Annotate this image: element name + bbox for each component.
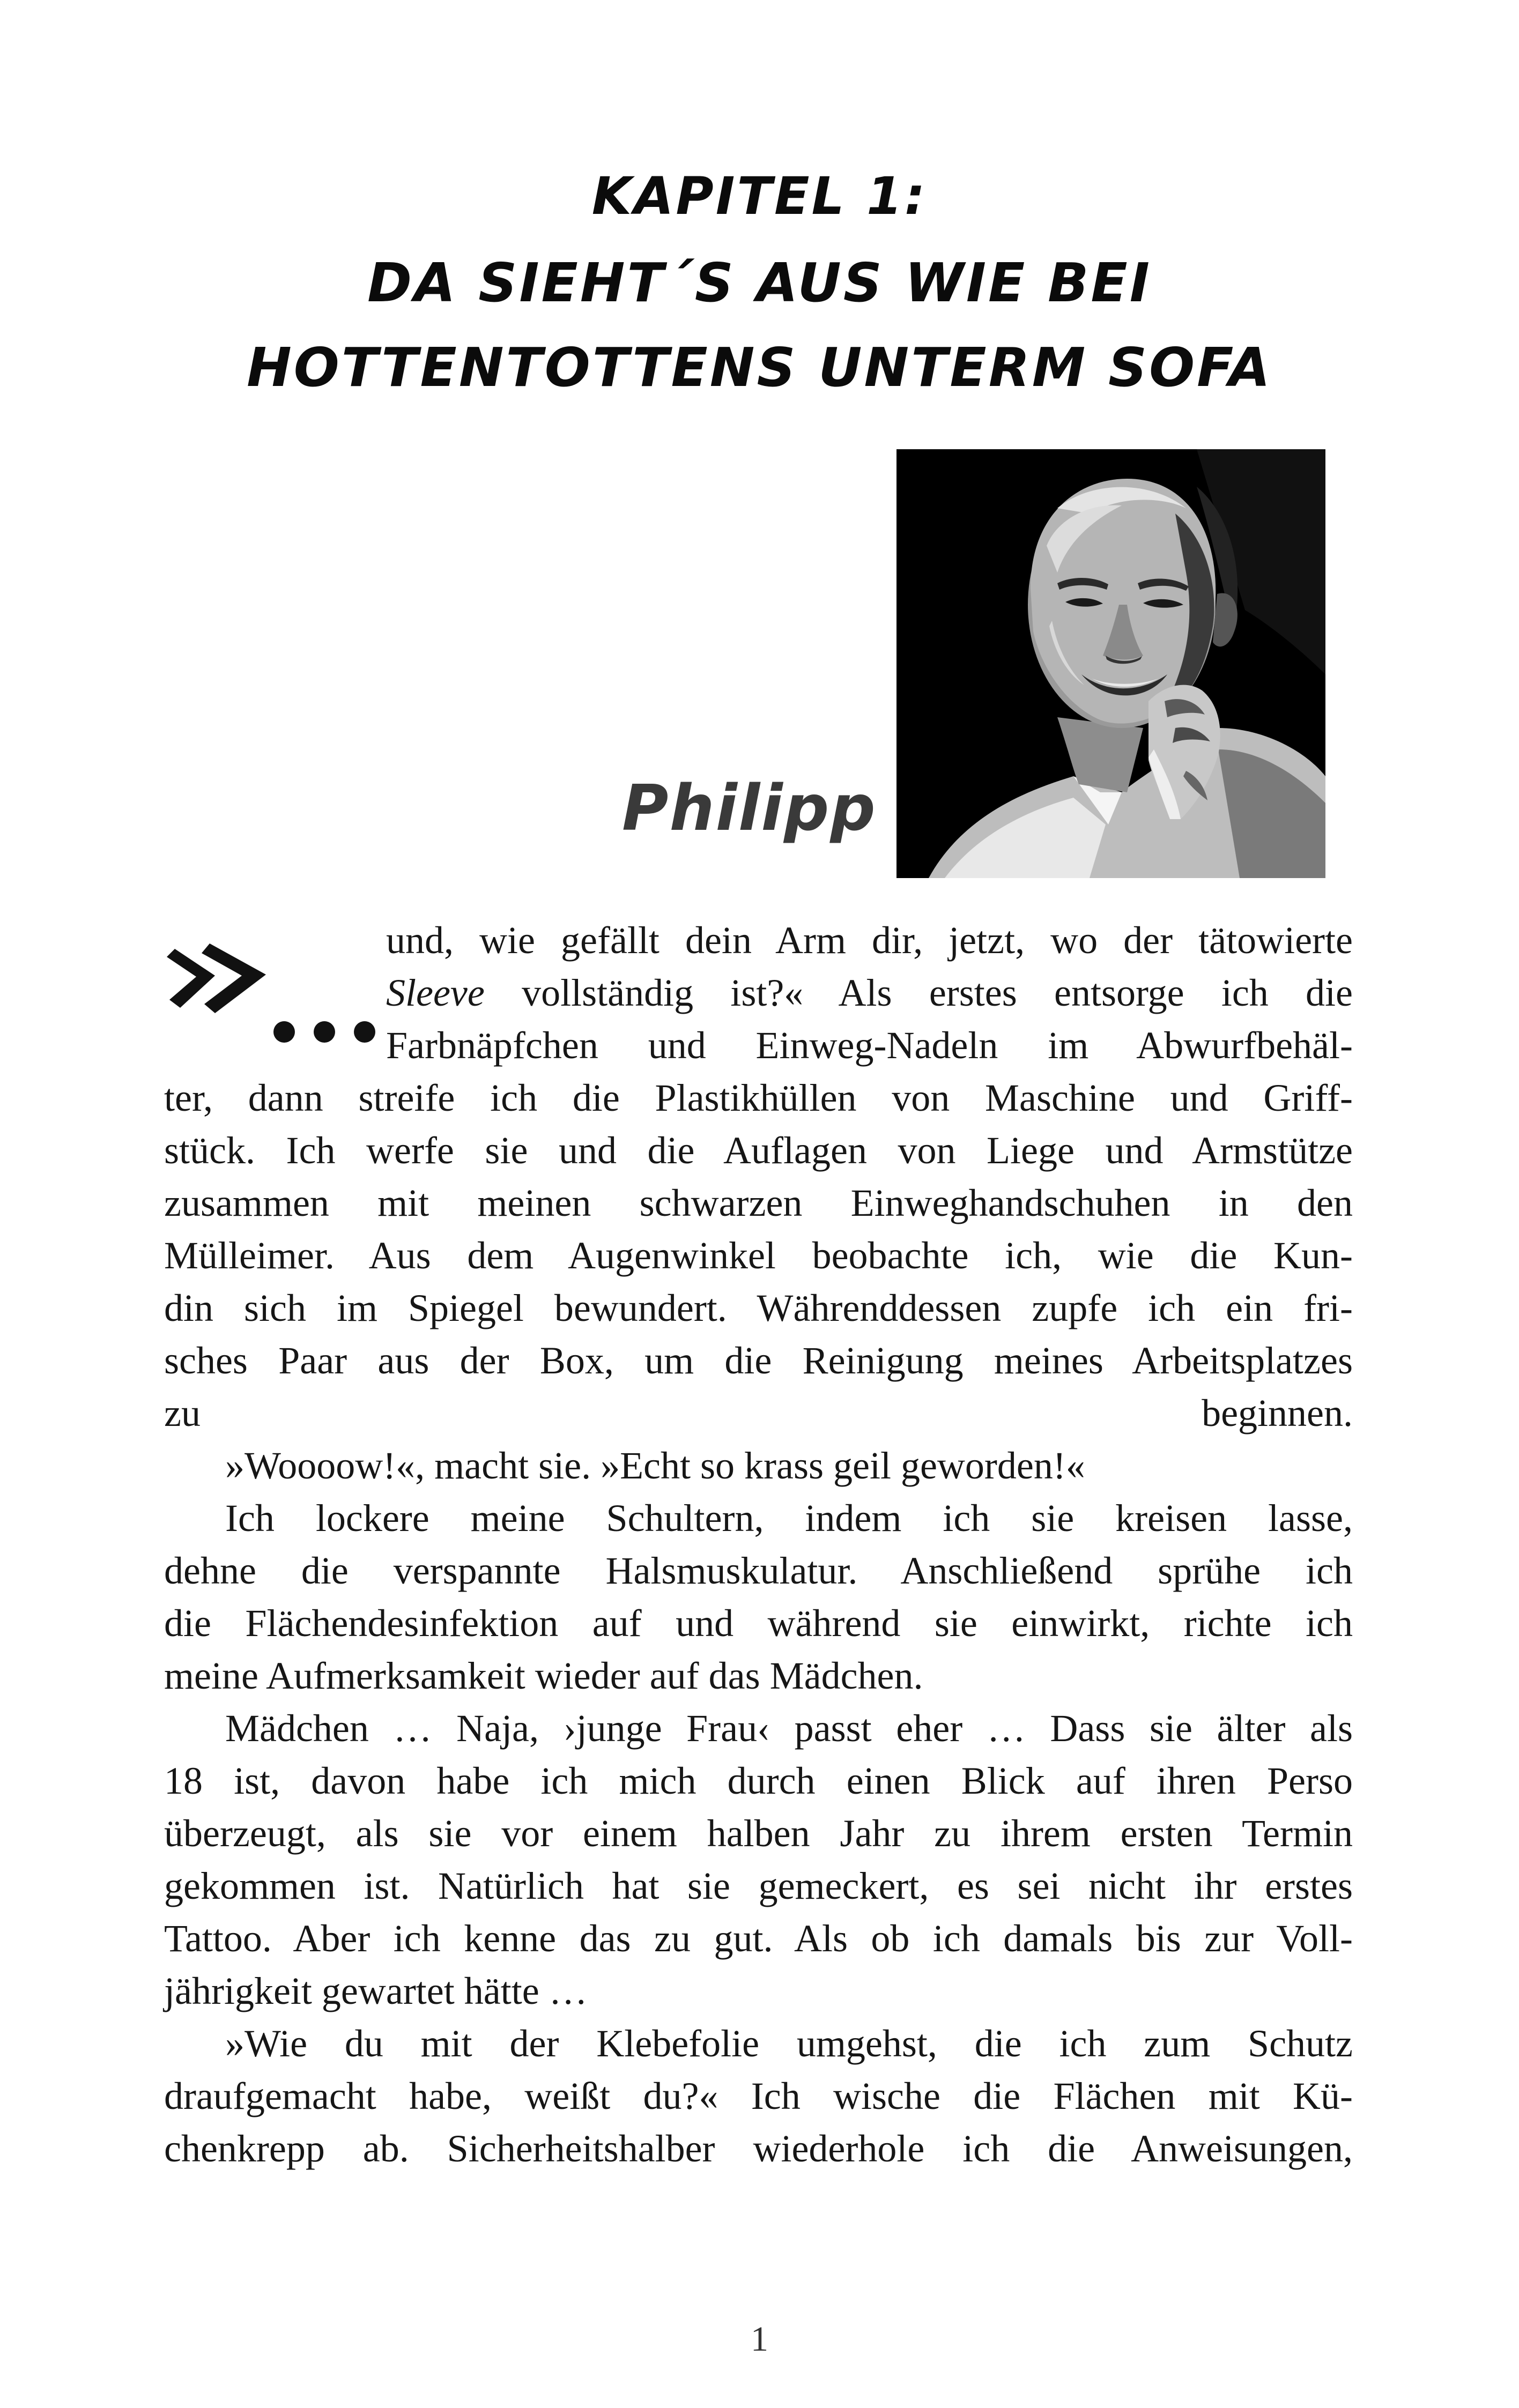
body-line: »Wie du mit der Klebefolie umgehst, die ich zum Schutz — [225, 2022, 1353, 2065]
body-text: vollständig ist?« Als erstes entsorge ich die — [484, 971, 1353, 1014]
body-line: ter, dann streife ich die Plastikhüllen von Maschine und Griff- — [164, 1076, 1353, 1119]
body-line: Mädchen … Naja, ›junge Frau‹ passt eher … Dass sie älter als — [225, 1707, 1353, 1750]
body-line: gekommen ist. Natürlich hat sie gemeckert, es sei nicht ihr erstes — [164, 1864, 1353, 1907]
body-line: Tattoo. Aber ich kenne das zu gut. Als ob ich damals bis zur Voll- — [164, 1917, 1353, 1960]
body-line: stück. Ich werfe sie und die Auflagen von Liege und Armstütze — [164, 1129, 1353, 1172]
body-line: überzeugt, als sie vor einem halben Jahr zu ihrem ersten Termin — [164, 1812, 1353, 1855]
body-line — [386, 967, 1353, 1019]
body-line: »Woooow!«, macht sie. »Echt so krass geil geworden!« — [225, 1444, 1085, 1487]
portrait-illustration — [896, 449, 1325, 878]
body-line: Mülleimer. Aus dem Augenwinkel beobachte ich, wie die Kun- — [164, 1234, 1353, 1277]
body-line: und, wie gefällt dein Arm dir, jetzt, wo der tätowierte — [386, 919, 1353, 962]
chapter-title-line-3: HOTTENTOTTENS UNTERM SOFA — [247, 336, 1272, 399]
italic-word: Sleeve — [386, 971, 485, 1014]
body-line: zu beginnen. — [164, 1392, 1353, 1435]
chapter-title-line-1: KAPITEL 1: — [591, 166, 928, 226]
body-line: zusammen mit meinen schwarzen Einweghandschuhen in den — [164, 1181, 1353, 1224]
quote-mark-glyph — [164, 933, 271, 1024]
body-line: sches Paar aus der Box, um die Reinigung meines Arbeitsplatzes — [164, 1339, 1353, 1382]
body-line: jährigkeit gewartet hätte … — [164, 1969, 588, 2012]
body-line: draufgemacht habe, weißt du?« Ich wische die Flächen mit Kü- — [164, 2075, 1353, 2117]
body-line: meine Aufmerksamkeit wieder auf das Mädchen. — [164, 1654, 923, 1697]
portrait-image — [896, 449, 1325, 878]
body-line: 18 ist, davon habe ich mich durch einen Blick auf ihren Perso — [164, 1759, 1353, 1802]
ellipsis-glyph — [271, 1019, 381, 1045]
body-line: din sich im Spiegel bewundert. Währenddessen zupfe ich ein fri- — [164, 1287, 1353, 1329]
pov-character-name: Philipp — [622, 771, 877, 845]
body-line: chenkrepp ab. Sicherheitshalber wiederhole ich die Anweisungen, — [164, 2127, 1353, 2170]
body-line: dehne die verspannte Halsmuskulatur. Anschließend sprühe ich — [164, 1549, 1353, 1592]
body-line: Farbnäpfchen und Einweg-Nadeln im Abwurfbehäl- — [386, 1024, 1353, 1067]
ellipsis-dots-icon — [271, 1019, 381, 1045]
double-chevron-quote-icon — [164, 933, 271, 1024]
body-line: Ich lockere meine Schultern, indem ich sie kreisen lasse, — [225, 1497, 1353, 1540]
chapter-title-line-2: DA SIEHT´S AUS WIE BEI — [367, 251, 1152, 314]
page-number: 1 — [751, 2320, 768, 2359]
body-line: die Flächendesinfektion auf und während sie einwirkt, richte ich — [164, 1602, 1353, 1645]
